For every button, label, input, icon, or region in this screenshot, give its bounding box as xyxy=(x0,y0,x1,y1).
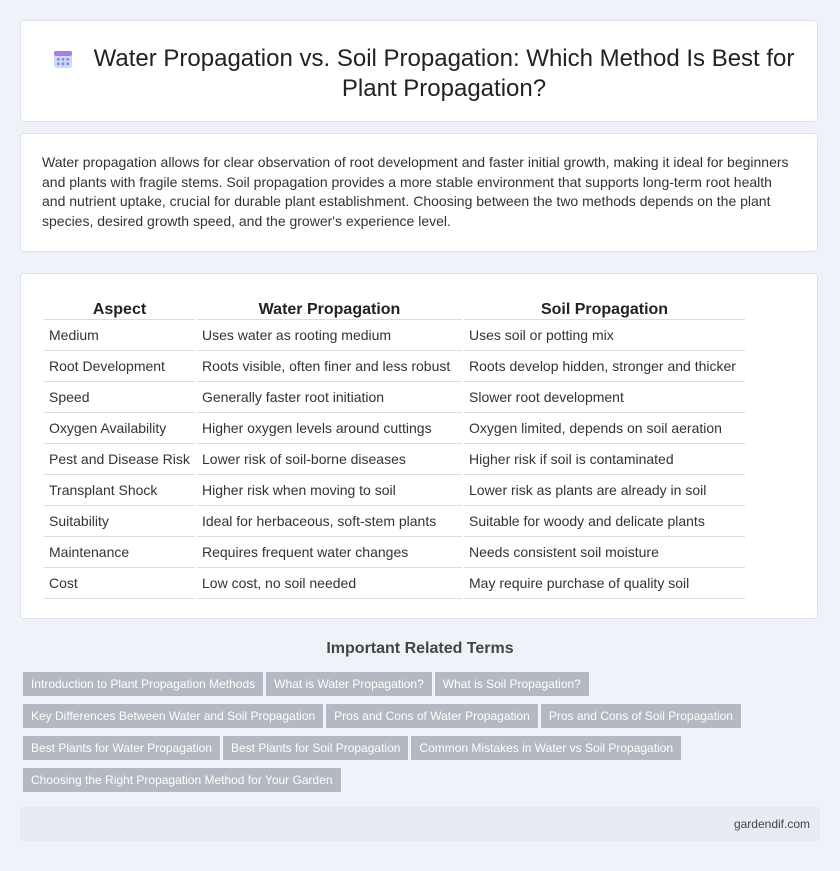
cell-aspect: Oxygen Availability xyxy=(44,413,195,444)
cell-aspect: Maintenance xyxy=(44,537,195,568)
cell-aspect: Cost xyxy=(44,568,195,599)
cell-soil-propagation: Needs consistent soil moisture xyxy=(464,537,745,568)
table-row xyxy=(44,351,745,382)
cell-soil-propagation: Roots develop hidden, stronger and thicker xyxy=(464,351,745,382)
related-term-link[interactable]: What is Soil Propagation? xyxy=(435,672,589,696)
intro-card xyxy=(20,133,818,252)
header-water-propagation: Water Propagation xyxy=(197,295,462,320)
cell-water-propagation: Requires frequent water changes xyxy=(197,537,462,568)
page-title: Water Propagation vs. Soil Propagation: Which Method Is Best for Plant Propagation? xyxy=(93,45,795,102)
comparison-table xyxy=(42,295,747,599)
related-terms-row xyxy=(23,672,803,704)
cell-soil-propagation: May require purchase of quality soil xyxy=(464,568,745,599)
cell-aspect: Root Development xyxy=(44,351,195,382)
cell-water-propagation: Ideal for herbaceous, soft-stem plants xyxy=(197,506,462,537)
related-term-link[interactable]: Choosing the Right Propagation Method for Your Garden xyxy=(23,768,341,792)
table-body xyxy=(44,320,745,599)
related-term-link[interactable]: Common Mistakes in Water vs Soil Propagation xyxy=(411,736,681,760)
related-term-link[interactable]: Pros and Cons of Water Propagation xyxy=(326,704,538,728)
related-term-link[interactable]: Best Plants for Water Propagation xyxy=(23,736,220,760)
related-terms-row xyxy=(23,768,803,800)
cell-aspect: Suitability xyxy=(44,506,195,537)
related-terms-list xyxy=(23,672,803,800)
cell-water-propagation: Roots visible, often finer and less robust xyxy=(197,351,462,382)
cell-water-propagation: Generally faster root initiation xyxy=(197,382,462,413)
cell-water-propagation: Higher risk when moving to soil xyxy=(197,475,462,506)
cell-soil-propagation: Slower root development xyxy=(464,382,745,413)
related-term-link[interactable]: Pros and Cons of Soil Propagation xyxy=(541,704,741,728)
table-row xyxy=(44,413,745,444)
related-term-link[interactable]: Key Differences Between Water and Soil Propagation xyxy=(23,704,323,728)
related-terms-row xyxy=(23,736,803,768)
related-term-link[interactable]: What is Water Propagation? xyxy=(266,672,432,696)
cell-water-propagation: Lower risk of soil-borne diseases xyxy=(197,444,462,475)
related-term-link[interactable]: Best Plants for Soil Propagation xyxy=(223,736,408,760)
header-card xyxy=(20,20,818,122)
cell-soil-propagation: Lower risk as plants are already in soil xyxy=(464,475,745,506)
cell-water-propagation: Low cost, no soil needed xyxy=(197,568,462,599)
table-row xyxy=(44,382,745,413)
cell-soil-propagation: Oxygen limited, depends on soil aeration xyxy=(464,413,745,444)
cell-aspect: Transplant Shock xyxy=(44,475,195,506)
table-row xyxy=(44,475,745,506)
footer xyxy=(20,807,820,841)
cell-aspect: Medium xyxy=(44,320,195,351)
table-row xyxy=(44,568,745,599)
related-term-link[interactable]: Introduction to Plant Propagation Methods xyxy=(23,672,263,696)
cell-aspect: Speed xyxy=(44,382,195,413)
table-header-row xyxy=(44,295,745,320)
table-row xyxy=(44,444,745,475)
table-row xyxy=(44,320,745,351)
footer-domain[interactable]: gardendif.com xyxy=(733,817,810,831)
header-soil-propagation: Soil Propagation xyxy=(464,295,745,320)
cell-water-propagation: Higher oxygen levels around cuttings xyxy=(197,413,462,444)
cell-aspect: Pest and Disease Risk xyxy=(44,444,195,475)
related-terms-heading: Important Related Terms xyxy=(326,640,514,657)
cell-soil-propagation: Higher risk if soil is contaminated xyxy=(464,444,745,475)
table-row xyxy=(44,506,745,537)
cell-water-propagation: Uses water as rooting medium xyxy=(197,320,462,351)
intro-paragraph: Water propagation allows for clear observation of root development and faster initial growth, making it ideal for beginners and plants with fragile stems. Soil propagation provides a more stable environment that supports long-term root health and nutrient uptake, crucial for durable plant establishment. Choosing between the two methods depends on the plant species, desired growth speed, and the grower's experience level. xyxy=(42,154,789,229)
cell-soil-propagation: Uses soil or potting mix xyxy=(464,320,745,351)
calendar-icon xyxy=(51,47,75,71)
comparison-card xyxy=(20,273,818,619)
related-terms-row xyxy=(23,704,803,736)
header-aspect: Aspect xyxy=(44,295,195,320)
cell-soil-propagation: Suitable for woody and delicate plants xyxy=(464,506,745,537)
table-row xyxy=(44,537,745,568)
